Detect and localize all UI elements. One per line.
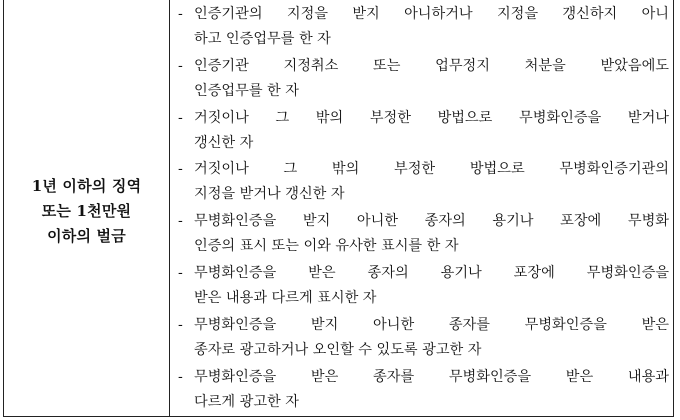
bullet-marker: - [178,369,183,385]
violation-item [178,54,669,103]
violation-item [178,313,669,362]
violation-item [178,261,669,310]
bullet-marker: - [178,265,183,281]
bullet-marker: - [178,110,183,126]
violation-line: 갱신한 자 [194,134,254,151]
violation-line: 인증의 표시 또는 이와 유사한 표시를 한 자 [194,237,459,254]
penalty-line-2: 또는 1천만원 [41,201,132,220]
violation-line: 지정을 받거나 갱신한 자 [194,185,345,202]
violation-line: 거짓이나 그 밖의 부정한 방법으로 무병화인증기관의 [194,161,669,177]
bullet-marker: - [178,6,183,22]
violation-line: 무병화인증을 받은 종자를 무병화인증을 받은 내용과 [194,369,669,385]
violation-line: 종자로 광고하거나 오인할 수 있도록 광고한 자 [194,341,482,358]
violation-line: 인증기관의 지정을 받지 아니하거나 지정을 갱신하지 아니 [194,6,669,22]
violation-line: 인증업무를 한 자 [194,82,299,99]
violation-item [178,106,669,155]
bullet-marker: - [178,58,183,74]
bullet-marker: - [178,317,183,333]
penalty-line-1: 1년 이하의 징역 [31,176,142,195]
violations-cell [170,0,673,416]
violation-item [178,209,669,258]
penalty-text [32,174,142,249]
penalty-table [3,0,674,417]
penalty-cell [4,0,170,416]
bullet-marker: - [178,213,183,229]
violation-item [178,2,669,51]
violation-line: 다르게 광고한 자 [194,393,299,410]
violation-line: 무병화인증을 받은 종자의 용기나 포장에 무병화인증을 [194,265,669,281]
violation-line: 무병화인증을 받지 아니한 종자의 용기나 포장에 무병화 [194,213,669,229]
violation-line: 거짓이나 그 밖의 부정한 방법으로 무병화인증을 받거나 [194,110,669,126]
penalty-line-3: 이하의 벌금 [47,226,126,245]
bullet-marker: - [178,161,183,177]
violation-line: 인증기관 지정취소 또는 업무정지 처분을 받았음에도 [194,58,669,74]
violation-item [178,157,669,206]
violation-item [178,365,669,414]
violation-line: 무병화인증을 받지 아니한 종자를 무병화인증을 받은 [194,317,669,333]
violation-line: 하고 인증업무를 한 자 [194,30,331,47]
violation-line: 받은 내용과 다르게 표시한 자 [194,289,377,306]
